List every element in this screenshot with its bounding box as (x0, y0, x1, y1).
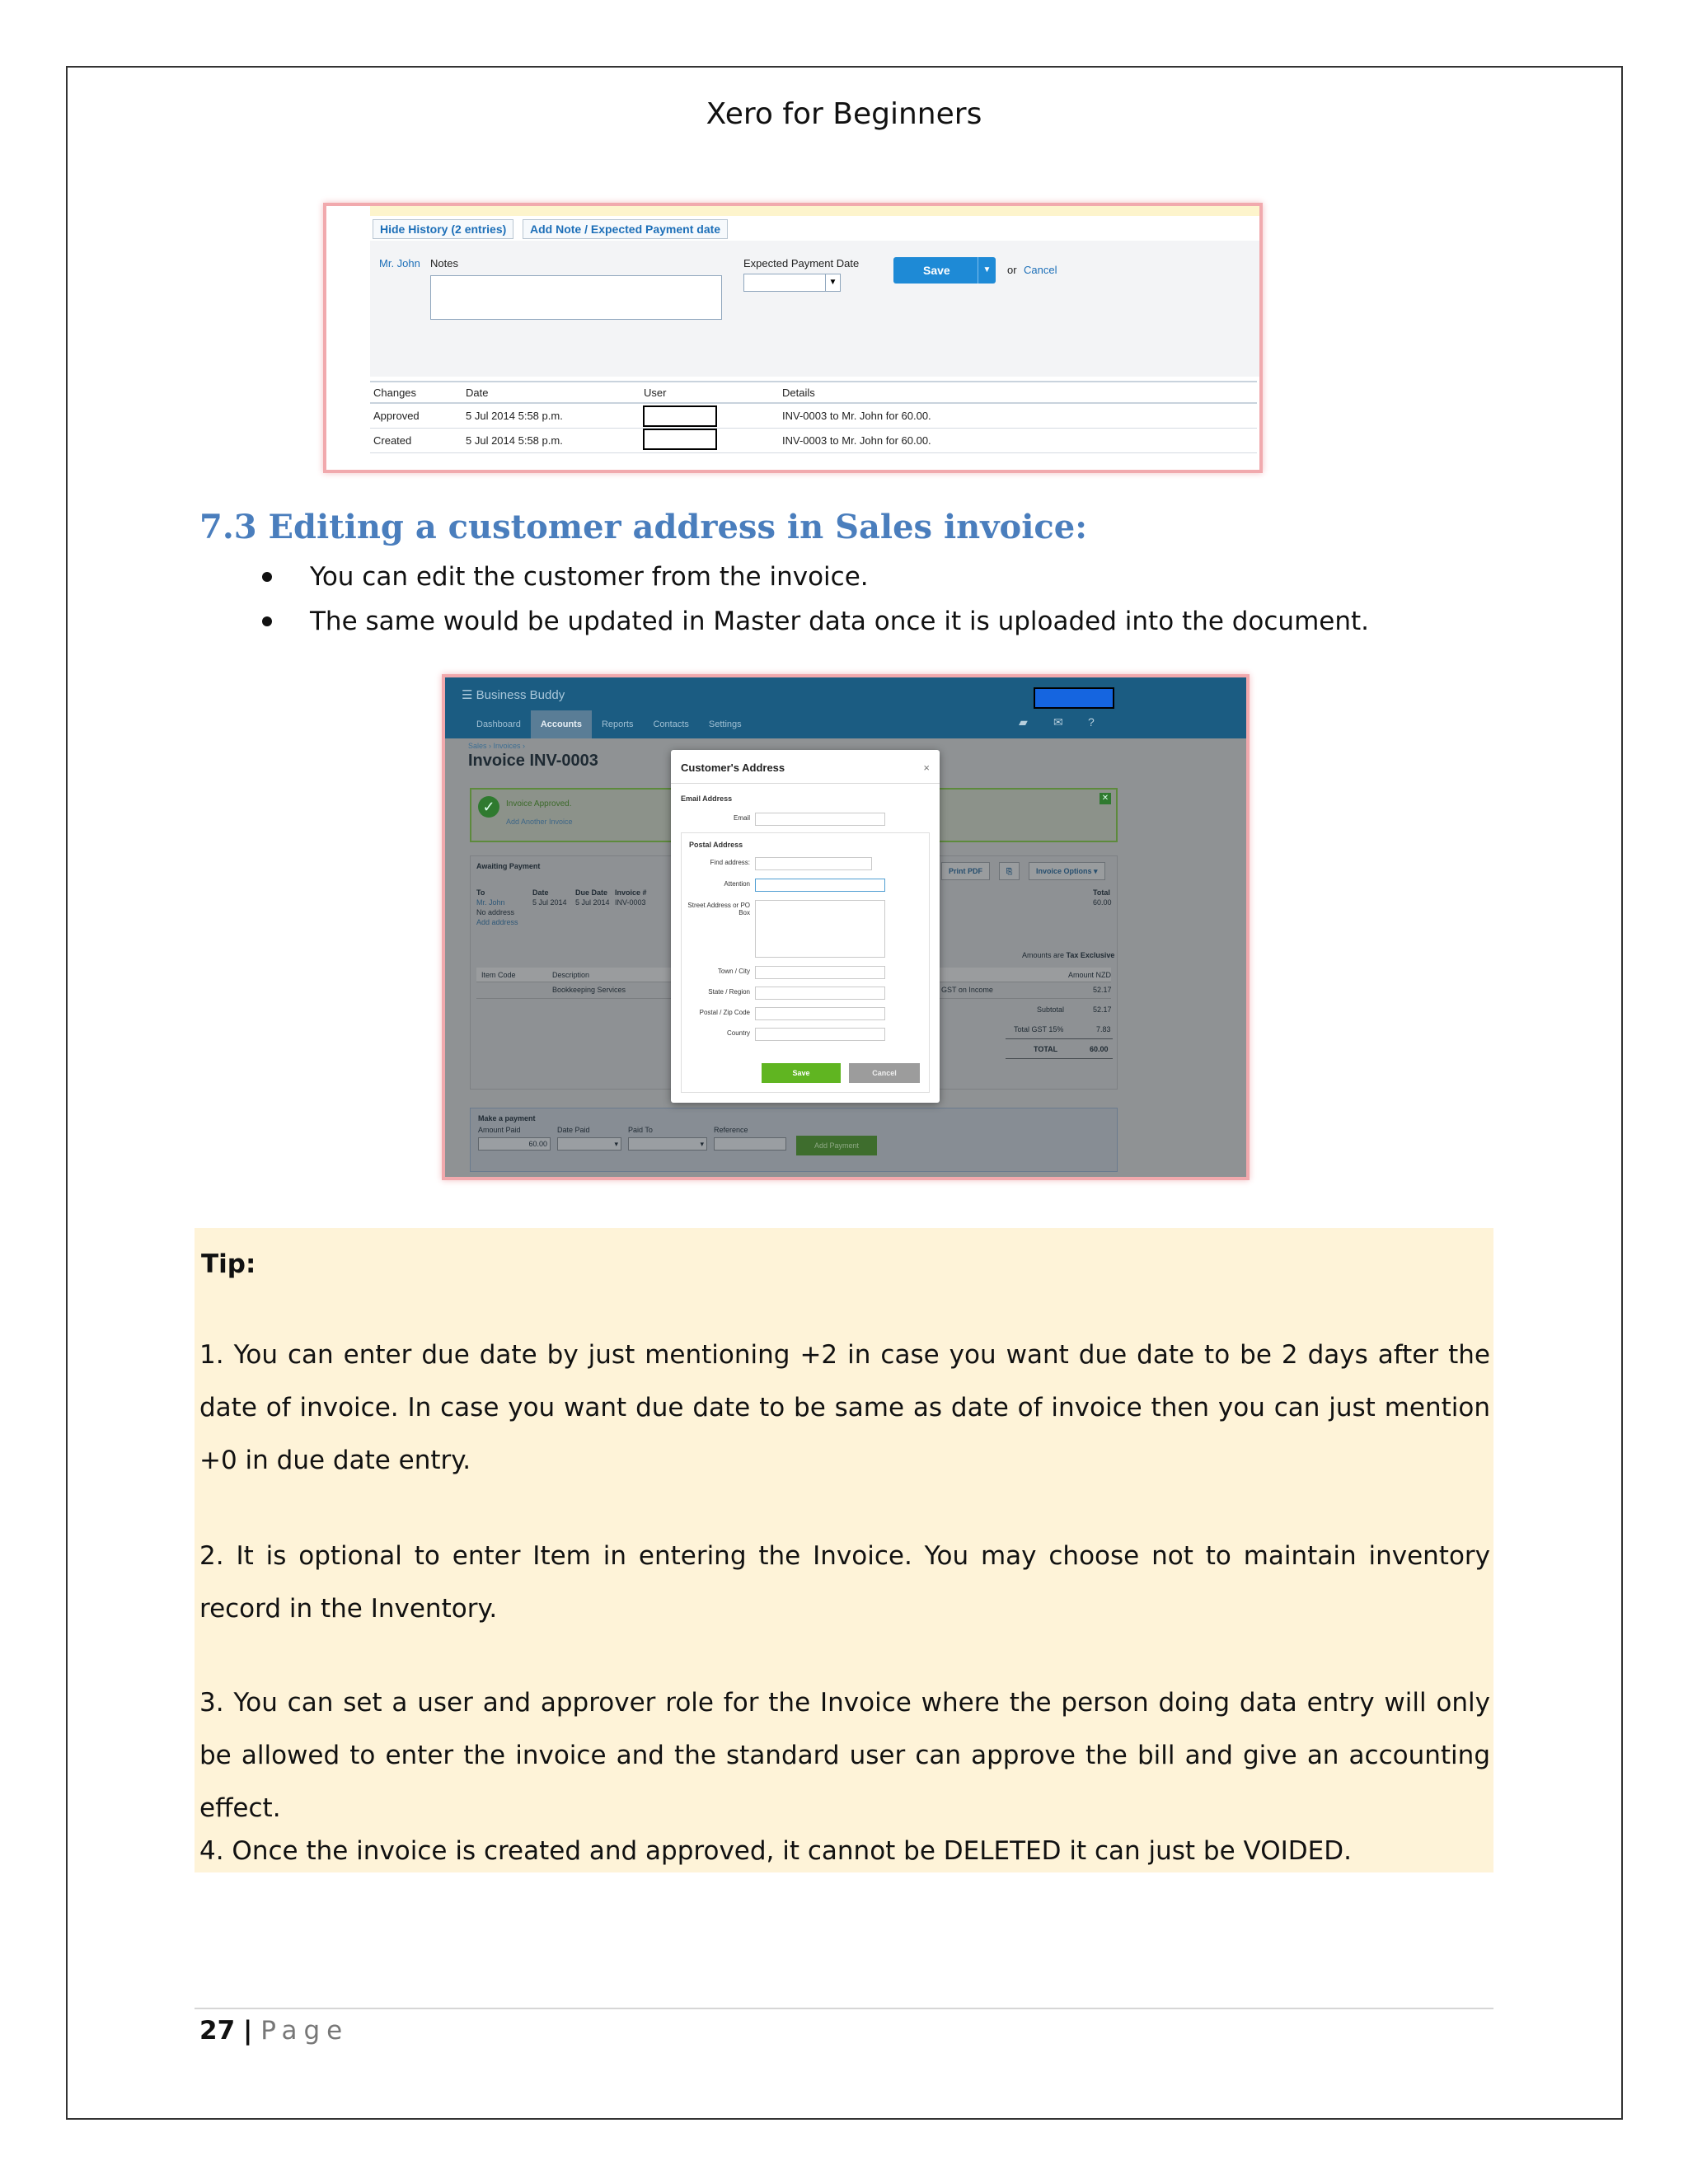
save-button-label: Save (923, 264, 950, 277)
bullet-icon (262, 572, 272, 582)
close-icon[interactable]: ✕ (1100, 793, 1111, 804)
tip-paragraph-3: 3. You can set a user and approver role for the Invoice where the person doing data entry will only be allowed to enter the invoice and the standard user can approve the bill and give an accounting effect. (199, 1688, 1490, 1823)
column-header: Details (779, 382, 1257, 403)
line-description: Bookkeeping Services (552, 986, 626, 994)
tip-paragraph-2: 2. It is optional to enter Item in entering the Invoice. You may choose not to maintain inventory record in the Inventory. (199, 1541, 1490, 1624)
redacted-user-box (643, 429, 717, 450)
invoice-due-date: 5 Jul 2014 (575, 898, 610, 907)
date-cell: 5 Jul 2014 5:58 p.m. (462, 428, 640, 452)
total-label: Total (1093, 888, 1110, 897)
date-paid-label: Date Paid (557, 1126, 590, 1134)
close-icon[interactable]: × (923, 762, 930, 774)
postal-code-field[interactable] (755, 1007, 885, 1020)
copy-icon[interactable]: ⎘ (999, 862, 1020, 880)
main-nav (467, 710, 752, 738)
no-address-text: No address (476, 908, 515, 916)
state-region-label: State / Region (708, 988, 750, 996)
tab-settings[interactable]: Settings (708, 719, 742, 729)
redacted-user-area (1034, 687, 1114, 709)
total-divider (1006, 1038, 1113, 1039)
date-label: Date (532, 888, 549, 897)
amount-header: Amount NZD (1068, 971, 1112, 979)
save-button[interactable] (893, 257, 996, 284)
street-address-label: Street Address or PO Box (687, 902, 750, 916)
approved-text: Invoice Approved. (506, 799, 572, 808)
postal-code-label: Postal / Zip Code (699, 1009, 750, 1016)
street-address-field[interactable] (755, 900, 885, 958)
tip-box (195, 1228, 1493, 1872)
help-icon[interactable]: ? (1088, 715, 1095, 729)
grand-total-label: TOTAL (1034, 1045, 1058, 1053)
gst-label: Total GST 15% (1014, 1025, 1064, 1033)
expected-payment-date-input[interactable] (743, 274, 841, 292)
town-city-label: Town / City (717, 968, 750, 975)
subtotal-value: 52.17 (1093, 1005, 1112, 1014)
change-cell: Created (370, 428, 462, 452)
user-link[interactable]: Mr. John (379, 257, 420, 269)
bullet-text: The same would be updated in Master data once it is uploaded into the document. (310, 607, 1370, 636)
paid-to-select[interactable]: ▾ (628, 1137, 707, 1151)
table-row (370, 403, 1257, 428)
folder-icon[interactable]: ▰ (1019, 715, 1028, 729)
total-divider (1006, 1058, 1113, 1059)
footer-separator: | (243, 2016, 253, 2046)
breadcrumb[interactable]: Sales › Invoices › (468, 742, 526, 750)
tip-title: Tip: (201, 1249, 256, 1279)
invoice-options-button[interactable]: Invoice Options ▾ (1029, 862, 1105, 880)
dialog-divider (671, 783, 940, 784)
list-item (262, 603, 1369, 648)
country-label: Country (726, 1029, 750, 1037)
invoice-number-label: Invoice # (615, 888, 647, 897)
column-header: User (640, 382, 779, 403)
email-label: Email (733, 814, 750, 822)
page-footer (199, 2016, 349, 2046)
add-payment-button[interactable]: Add Payment (796, 1136, 877, 1155)
column-header: Changes (370, 382, 462, 403)
due-date-label: Due Date (575, 888, 608, 897)
print-pdf-button[interactable]: Print PDF (941, 862, 990, 880)
find-address-label: Find address: (710, 859, 750, 866)
app-name[interactable]: ☰ Business Buddy (462, 688, 565, 702)
customer-address-dialog (671, 750, 940, 1103)
attention-field[interactable] (755, 879, 885, 892)
list-item (262, 559, 1369, 603)
tab-accounts[interactable]: Accounts (531, 710, 592, 738)
email-field[interactable] (755, 813, 885, 826)
dropdown-arrow-icon[interactable]: ▼ (825, 274, 840, 291)
add-address-link[interactable]: Add address (476, 918, 518, 926)
tip-paragraph-1: 1. You can enter due date by just mentioning +2 in case you want due date to be 2 days after the date of invoice. In case you want due date to be same as date of invoice then you can just mention +0 in due date entry. (199, 1340, 1490, 1475)
hide-history-button[interactable]: Hide History (2 entries) (373, 219, 513, 239)
details-cell: INV-0003 to Mr. John for 60.00. (779, 403, 1257, 428)
app-header (445, 677, 1246, 738)
invoice-title: Invoice INV-0003 (468, 752, 598, 770)
chevron-down-icon[interactable]: ▼ (978, 257, 996, 284)
amount-paid-input[interactable]: 60.00 (478, 1137, 551, 1151)
state-region-field[interactable] (755, 987, 885, 1000)
bullet-text: You can edit the customer from the invoice. (310, 562, 869, 592)
history-table-header (370, 382, 1257, 403)
page-number: 27 (199, 2016, 236, 2046)
amount-paid-label: Amount Paid (478, 1126, 521, 1134)
tax-note: Amounts are Tax Exclusive (1022, 951, 1115, 959)
description-header: Description (552, 971, 590, 979)
add-note-button[interactable]: Add Note / Expected Payment date (523, 219, 728, 239)
check-icon: ✓ (478, 796, 499, 818)
customer-link[interactable]: Mr. John (476, 898, 505, 907)
mail-icon[interactable]: ✉ (1053, 715, 1063, 729)
redacted-user-box (643, 405, 717, 427)
notes-input[interactable] (430, 275, 722, 320)
or-text: or (1007, 264, 1017, 276)
notes-label: Notes (430, 257, 458, 269)
line-amount: 52.17 (1093, 986, 1112, 994)
town-city-field[interactable] (755, 966, 885, 979)
column-header: Date (462, 382, 640, 403)
change-cell: Approved (370, 403, 462, 428)
date-paid-input[interactable]: ▾ (557, 1137, 621, 1151)
postal-address-group (681, 832, 930, 1093)
date-cell: 5 Jul 2014 5:58 p.m. (462, 403, 640, 428)
add-another-invoice-link[interactable]: Add Another Invoice (506, 818, 573, 826)
paid-to-label: Paid To (628, 1126, 653, 1134)
dialog-cancel-button[interactable]: Cancel (849, 1063, 920, 1083)
invoice-number: INV-0003 (615, 898, 646, 907)
reference-input[interactable] (714, 1137, 786, 1151)
attention-label: Attention (724, 880, 750, 888)
bullet-list (262, 559, 1369, 648)
history-table (370, 381, 1257, 453)
tab-dashboard[interactable]: Dashboard (476, 719, 521, 729)
footer-divider (195, 2008, 1493, 2009)
invoice-date: 5 Jul 2014 (532, 898, 567, 907)
expected-payment-label: Expected Payment Date (743, 257, 860, 269)
email-section-heading: Email Address (681, 794, 733, 803)
section-heading: 7.3 Editing a customer address in Sales invoice: (199, 508, 1087, 546)
subtotal-label: Subtotal (1037, 1005, 1065, 1014)
reference-label: Reference (714, 1126, 748, 1134)
cancel-link[interactable]: Cancel (1024, 264, 1057, 276)
tab-reports[interactable]: Reports (601, 719, 634, 729)
table-row (370, 428, 1257, 452)
postal-section-heading: Postal Address (689, 841, 743, 849)
gst-value: 7.83 (1096, 1025, 1111, 1033)
invoice-total: 60.00 (1093, 898, 1112, 907)
tip-paragraph-4: 4. Once the invoice is created and approved, it cannot be DELETED it can just be VOIDED. (199, 1836, 1352, 1866)
item-code-header: Item Code (481, 971, 516, 979)
tab-contacts[interactable]: Contacts (653, 719, 689, 729)
line-tax-rate: GST on Income (941, 986, 993, 994)
dialog-title: Customer's Address (681, 762, 785, 774)
document-header-title: Xero for Beginners (706, 97, 982, 131)
invoice-address-screenshot (442, 674, 1250, 1180)
status-label: Awaiting Payment (476, 862, 541, 870)
history-screenshot (323, 203, 1263, 473)
details-cell: INV-0003 to Mr. John for 60.00. (779, 428, 1257, 452)
grand-total-value: 60.00 (1090, 1045, 1109, 1053)
page-label: Page (260, 2016, 349, 2046)
bullet-icon (262, 616, 272, 626)
find-address-input[interactable] (755, 857, 872, 870)
to-label: To (476, 888, 485, 897)
history-top-bar (370, 206, 1259, 216)
dialog-save-button[interactable]: Save (762, 1063, 841, 1083)
country-field[interactable] (755, 1028, 885, 1041)
make-payment-label: Make a payment (478, 1114, 536, 1122)
